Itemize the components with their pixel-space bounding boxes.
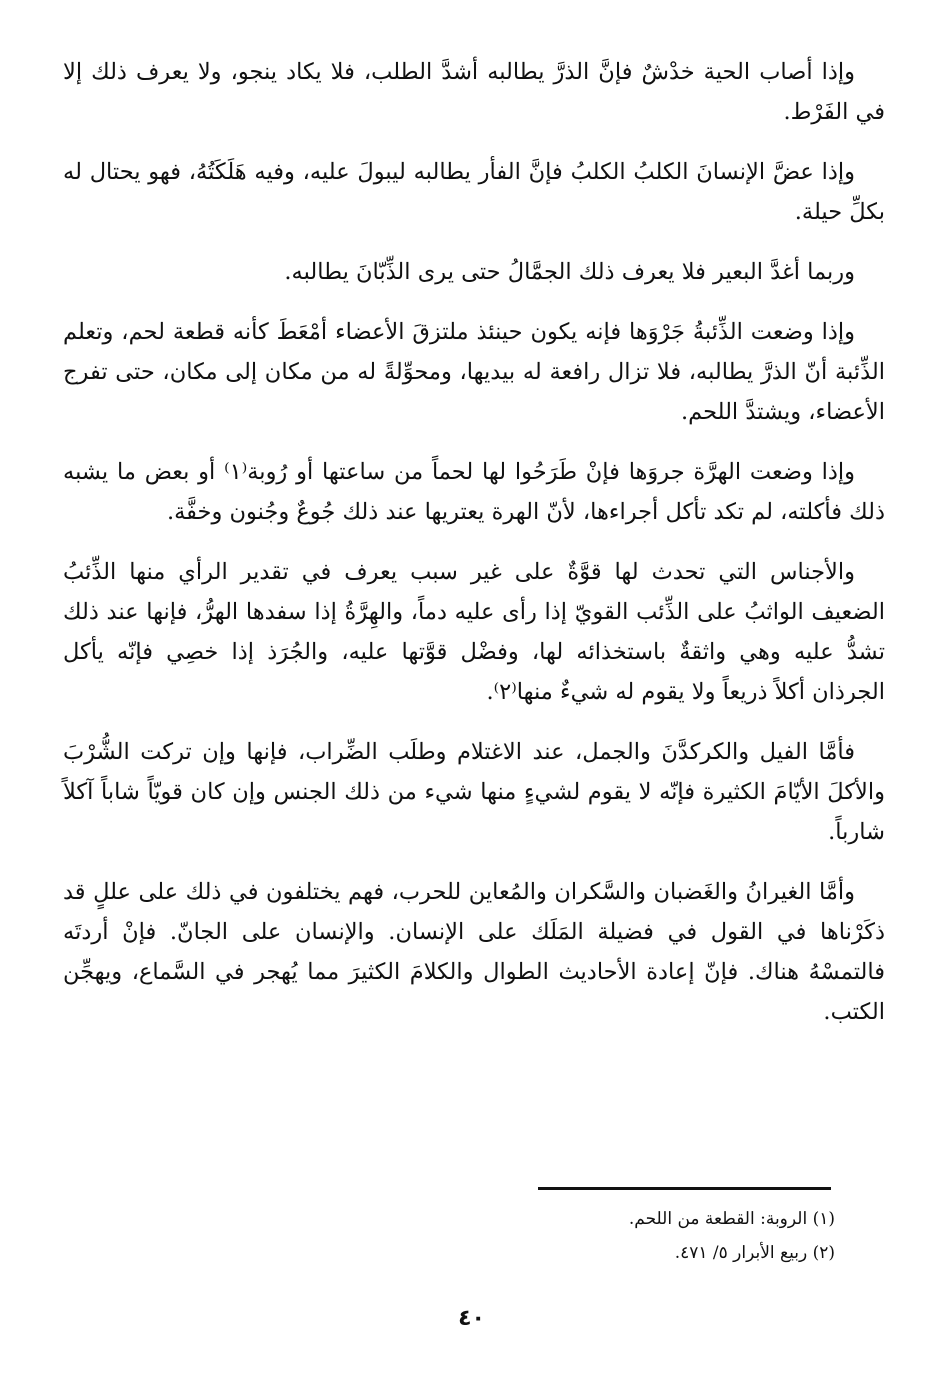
main-text <box>63 52 885 1052</box>
footnote-divider <box>538 1187 831 1190</box>
paragraph-2: وإذا عضَّ الإنسانَ الكلبُ الكلبُ فإنَّ الفأر يطالبه ليبولَ عليه، وفيه هَلَكَتُهُ، فهو يحتال له بكلِّ حيلة. <box>63 159 885 225</box>
footnote-1: (١) الروبة: القطعة من اللحم. <box>628 1209 835 1229</box>
footnotes <box>235 1205 835 1273</box>
paragraph-4: وإذا وضعت الذِّئبةُ جَرْوَها فإنه يكون حينئذ ملتزقَ الأعضاء أمْعَطَ كأنه قطعة لحم، وتعلم الذِّئبة أنّ الذرَّ يطالبه، فلا تزال رافعة له بيديها، ومحوِّلةً له من مكان إلى مكان، حتى تفرج الأعضاء، ويشتدَّ اللحم. <box>63 319 885 425</box>
page-number: ٤٠ <box>458 1306 485 1331</box>
paragraph-1: وإذا أصاب الحية خدْشٌ فإنَّ الذرَّ يطالبه أشدَّ الطلب، فلا يكاد ينجو، ولا يعرف ذلك إلا في الفَرْط. <box>63 59 885 125</box>
paragraph-7: فأمَّا الفيل والكركدَّنَ والجمل، عند الاغتلام وطلَب الضِّراب، فإنها وإن تركت الشُّرْبَ والأكلَ الأيّامَ الكثيرة فإنّه لا يقوم لشيءٍ منها شيء من ذلك الجنس وإن كان قويّاً شاباً آكلاً شارباً. <box>63 739 885 845</box>
paragraph-3: وربما أغدَّ البعير فلا يعرف ذلك الجمَّالُ حتى يرى الذِّبّانَ يطالبه. <box>284 259 855 285</box>
paragraph-6: والأجناس التي تحدث لها قوَّةٌ على غير سبب يعرف في تقدير الرأي منها الذِّئبُ الضعيف الواثبُ على الذِّئب القويّ إذا رأى عليه دماً، والهِرَّةُ إذا سفدها الهرُّ، فإنها عند ذلك تشدُّ عليه وهي واثقةٌ باستخذائه لها، وفضْل قوَّتها عليه، والجُرَذ إذا خصِي فإنّه يأكل الجرذان أكلاً ذريعاً ولا يقوم له شيءٌ منها⁽٢⁾. <box>63 559 885 705</box>
paragraph-5: وإذا وضعت الهرَّة جروَها فإنْ طَرَحُوا لها لحماً من ساعتها أو رُوبة⁽١⁾ أو بعض ما يشبه ذلك فأكلته، لم تكد تأكل أجراءها، لأنّ الهرة يعتريها عند ذلك جُوعٌ وجُنون وخفَّة. <box>63 459 885 525</box>
footnote-2: (٢) ربيع الأبرار ٥/ ٤٧١. <box>674 1243 835 1263</box>
paragraph-8: وأمَّا الغيرانُ والغَضبان والسَّكران والمُعاين للحرب، فهم يختلفون في ذلك على عللٍ قد ذكَرْناها في القول في فضيلة المَلَك على الإنسان. والإنسان على الجانّ. فإنْ أردتَه فالتمسْهُ هناك. فإنّ إعادة الأحاديث الطوال والكلامَ الكثيرَ مما يُهجر في السَّماع، ويهجِّن الكتب. <box>63 879 885 1025</box>
